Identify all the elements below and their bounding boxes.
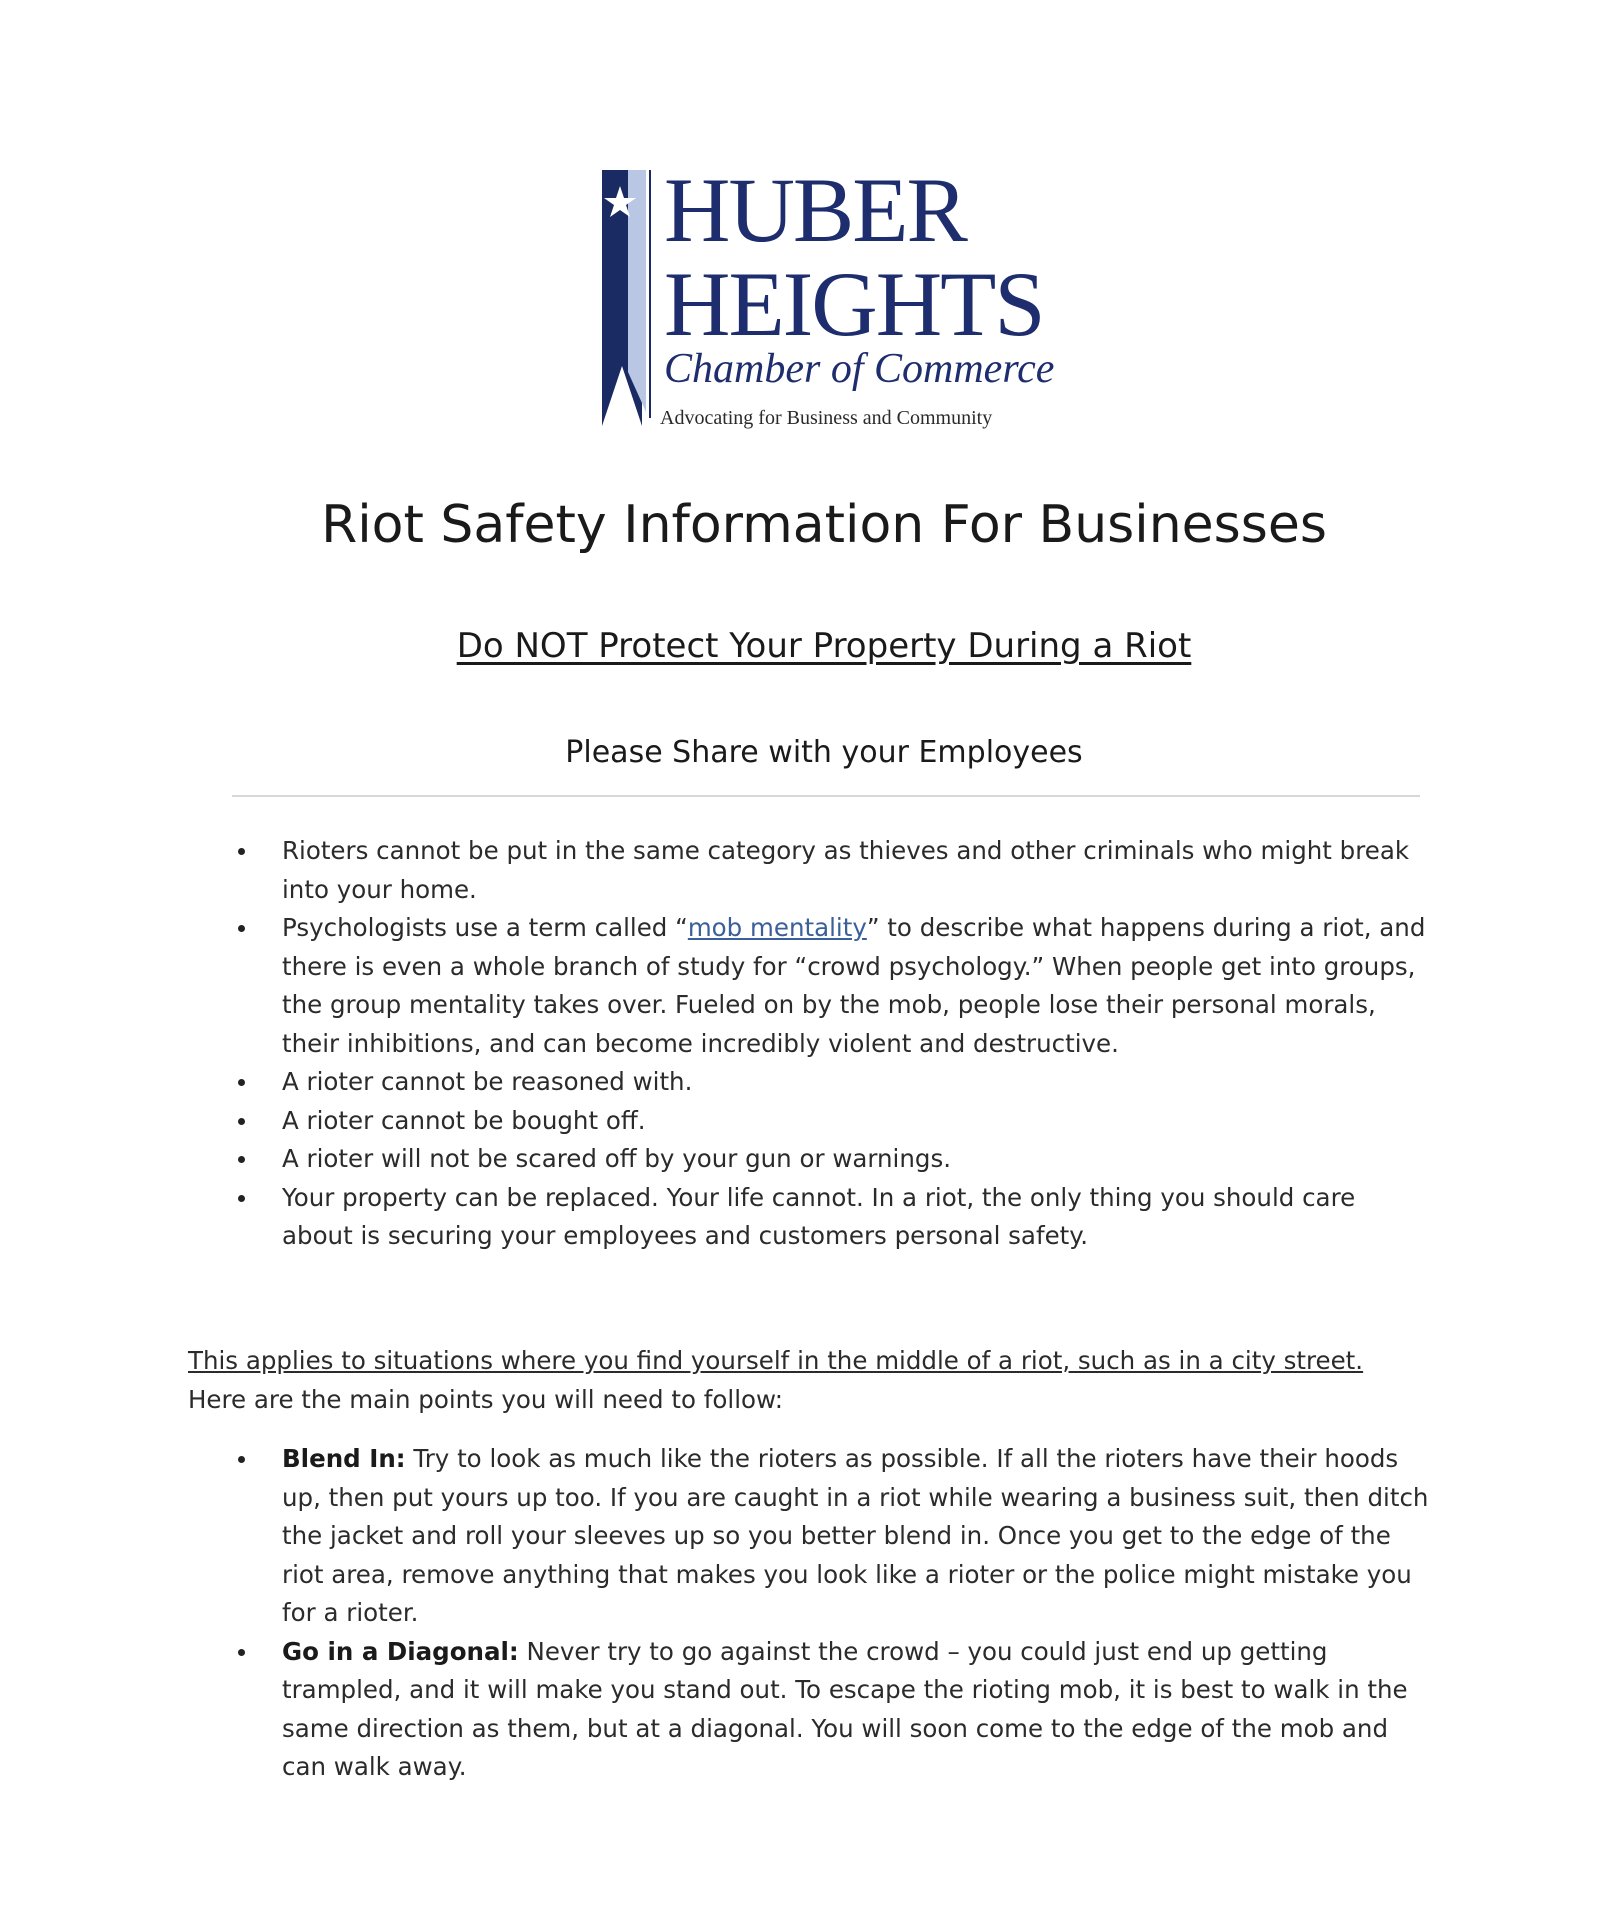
point-label: Go in a Diagonal: [282,1636,519,1666]
main-points-list [232,1440,1432,1787]
share-note: Please Share with your Employees [565,735,1083,770]
list-item-text: Your property can be replaced. Your life cannot. In a riot, the only thing you should care about is securing your employees and customers personal safety. [282,1182,1356,1250]
list-item [232,1102,1432,1141]
list-item [232,832,1432,909]
bullet-icon [238,1118,245,1125]
mob-mentality-link[interactable]: mob mentality [687,913,867,942]
divider [232,795,1420,797]
list-item-text: A rioter will not be scared off by your gun or warnings. [282,1144,952,1173]
situation-intro [188,1342,1448,1419]
list-item [232,1440,1432,1633]
logo-huber-text: HUBER [664,159,966,261]
bullet-icon [238,848,245,855]
list-item [232,1633,1432,1787]
list-item-text: Rioters cannot be put in the same category as thieves and other criminals who might break into your home. [282,836,1410,904]
bullet-icon [238,925,245,932]
list-item [232,909,1432,1063]
bullet-icon [238,1195,245,1202]
list-item-text: A rioter cannot be bought off. [282,1105,646,1135]
logo-tagline: Advocating for Business and Community [660,407,993,429]
bullet-icon [238,1156,245,1163]
bullet-icon [238,1456,245,1463]
bullet-icon [238,1649,245,1656]
facts-list [232,832,1432,1256]
bullet-icon [238,1079,245,1086]
intro-underlined: This applies to situations where you find yourself in the middle of a riot, such as in a city street. [188,1346,1364,1375]
list-item-text: A rioter cannot be reasoned with. [282,1067,693,1096]
logo-heights-text: HEIGHTS [664,253,1044,355]
list-item [232,1063,1432,1102]
list-item [232,1179,1432,1256]
page-title: Riot Safety Information For Businesses [321,495,1327,555]
point-text: Never try to go against the crowd – you could just end up getting trampled, and it will make you stand out. To escape the rioting mob, it is best to walk in the same direction as them, but at a diagonal. You will soon come to the edge of the mob and can walk away. [282,1636,1408,1781]
flag-star-icon [598,166,668,436]
point-text: Try to look as much like the rioters as possible. If all the rioters have their hoods up, then put yours up too. If you are caught in a riot while wearing a business suit, then ditch the jacket and roll your sleeves up so you better blend in. Once you get to the edge of the riot area, remove anything that makes you look like a rioter or the police might mistake you for a rioter. [282,1444,1429,1627]
logo-chamber-text: Chamber of Commerce [664,346,1055,392]
list-item-text-after: ” to describe what happens during a riot, and there is even a whole branch of study for “crowd psychology.” When people get into groups, the group mentality takes over. Fueled on by the mob, people lose their personal morals, their inhibitions, and can become incredibly violent and destructive. [282,913,1426,1058]
list-item [232,1140,1432,1179]
chamber-logo [598,159,1058,436]
intro-rest: Here are the main points you will need to follow: [188,1384,783,1414]
page-subtitle: Do NOT Protect Your Property During a Riot [456,626,1192,666]
list-item-text-before: Psychologists use a term called “ [282,913,688,942]
point-label: Blend In: [282,1444,406,1473]
